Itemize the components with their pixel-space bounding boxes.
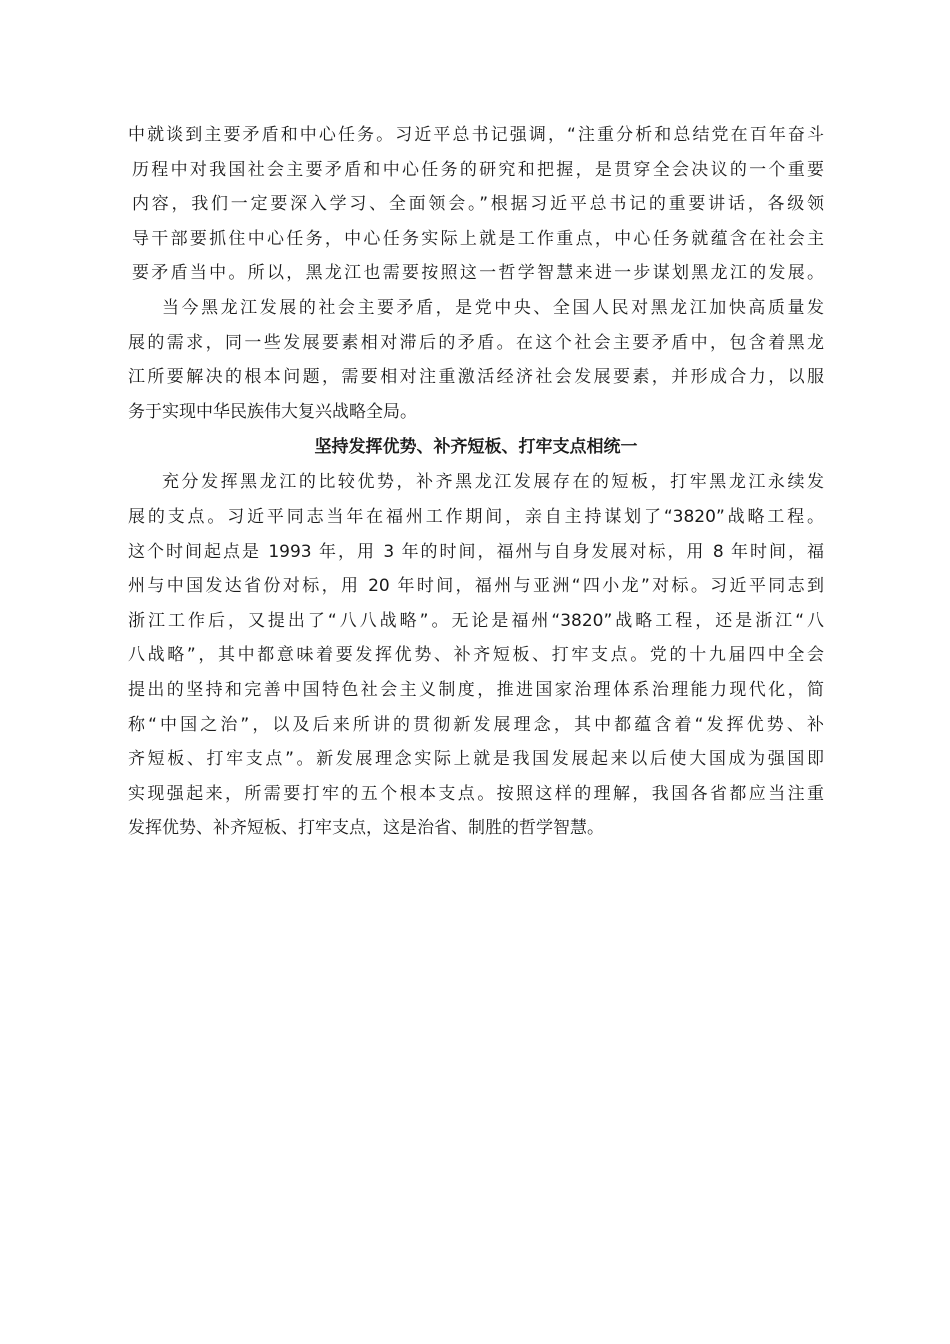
paragraph-strengths-shortboards — [128, 465, 824, 846]
document-body — [128, 118, 824, 846]
text-line: 八战略”，其中都意味着要发挥优势、补齐短板、打牢支点。党的十九届四中全会 — [128, 645, 824, 666]
text-line: 称“中国之治”，以及后来所讲的贯彻新发展理念，其中都蕴含着“发挥优势、补 — [128, 714, 824, 735]
text-line: 务于实现中华民族伟大复兴战略全局。 — [128, 401, 417, 422]
text-line: 内容，我们一定要深入学习、全面领会。”根据习近平总书记的重要讲话，各级领 — [132, 194, 824, 215]
section-heading: 坚持发挥优势、补齐短板、打牢支点相统一 — [314, 437, 638, 458]
text-line: 实现强起来，所需要打牢的五个根本支点。按照这样的理解，我国各省都应当注重 — [128, 783, 824, 804]
text-line: 江所要解决的根本问题，需要相对注重激活经济社会发展要素，并形成合力，以服 — [128, 367, 824, 388]
paragraph-main-contradiction — [128, 118, 824, 291]
text-line: 历程中对我国社会主要矛盾和中心任务的研究和把握，是贯穿全会决议的一个重要 — [132, 159, 824, 180]
text-line: 展的支点。习近平同志当年在福州工作期间，亲自主持谋划了“3820”战略工程。 — [128, 506, 824, 527]
text-line: 浙江工作后，又提出了“八八战略”。无论是福州“3820”战略工程，还是浙江“八 — [128, 610, 824, 631]
text-line: 当今黑龙江发展的社会主要矛盾，是党中央、全国人民对黑龙江加快高质量发 — [162, 297, 824, 318]
text-line: 导干部要抓住中心任务，中心任务实际上就是工作重点，中心任务就蕴含在社会主 — [132, 228, 824, 249]
text-line: 提出的坚持和完善中国特色社会主义制度，推进国家治理体系治理能力现代化，简 — [128, 679, 824, 700]
text-line: 齐短板、打牢支点”。新发展理念实际上就是我国发展起来以后使大国成为强国即 — [128, 749, 824, 770]
text-line: 要矛盾当中。所以，黑龙江也需要按照这一哲学智慧来进一步谋划黑龙江的发展。 — [132, 263, 824, 284]
text-line: 中就谈到主要矛盾和中心任务。习近平总书记强调，“注重分析和总结党在百年奋斗 — [128, 125, 824, 145]
text-line: 州与中国发达省份对标，用 20 年时间，福州与亚洲“四小龙”对标。习近平同志到 — [128, 576, 824, 597]
text-line: 发挥优势、补齐短板、打牢支点，这是治省、制胜的哲学智慧。 — [128, 818, 604, 839]
text-line: 充分发挥黑龙江的比较优势，补齐黑龙江发展存在的短板，打牢黑龙江永续发 — [162, 472, 824, 493]
text-line: 这个时间起点是 1993 年，用 3 年的时间，福州与自身发展对标，用 8 年时间，福 — [128, 541, 824, 562]
text-line: 展的需求，同一些发展要素相对滞后的矛盾。在这个社会主要矛盾中，包含着黑龙 — [128, 332, 824, 353]
paragraph-heilongjiang-contradiction — [128, 291, 824, 429]
